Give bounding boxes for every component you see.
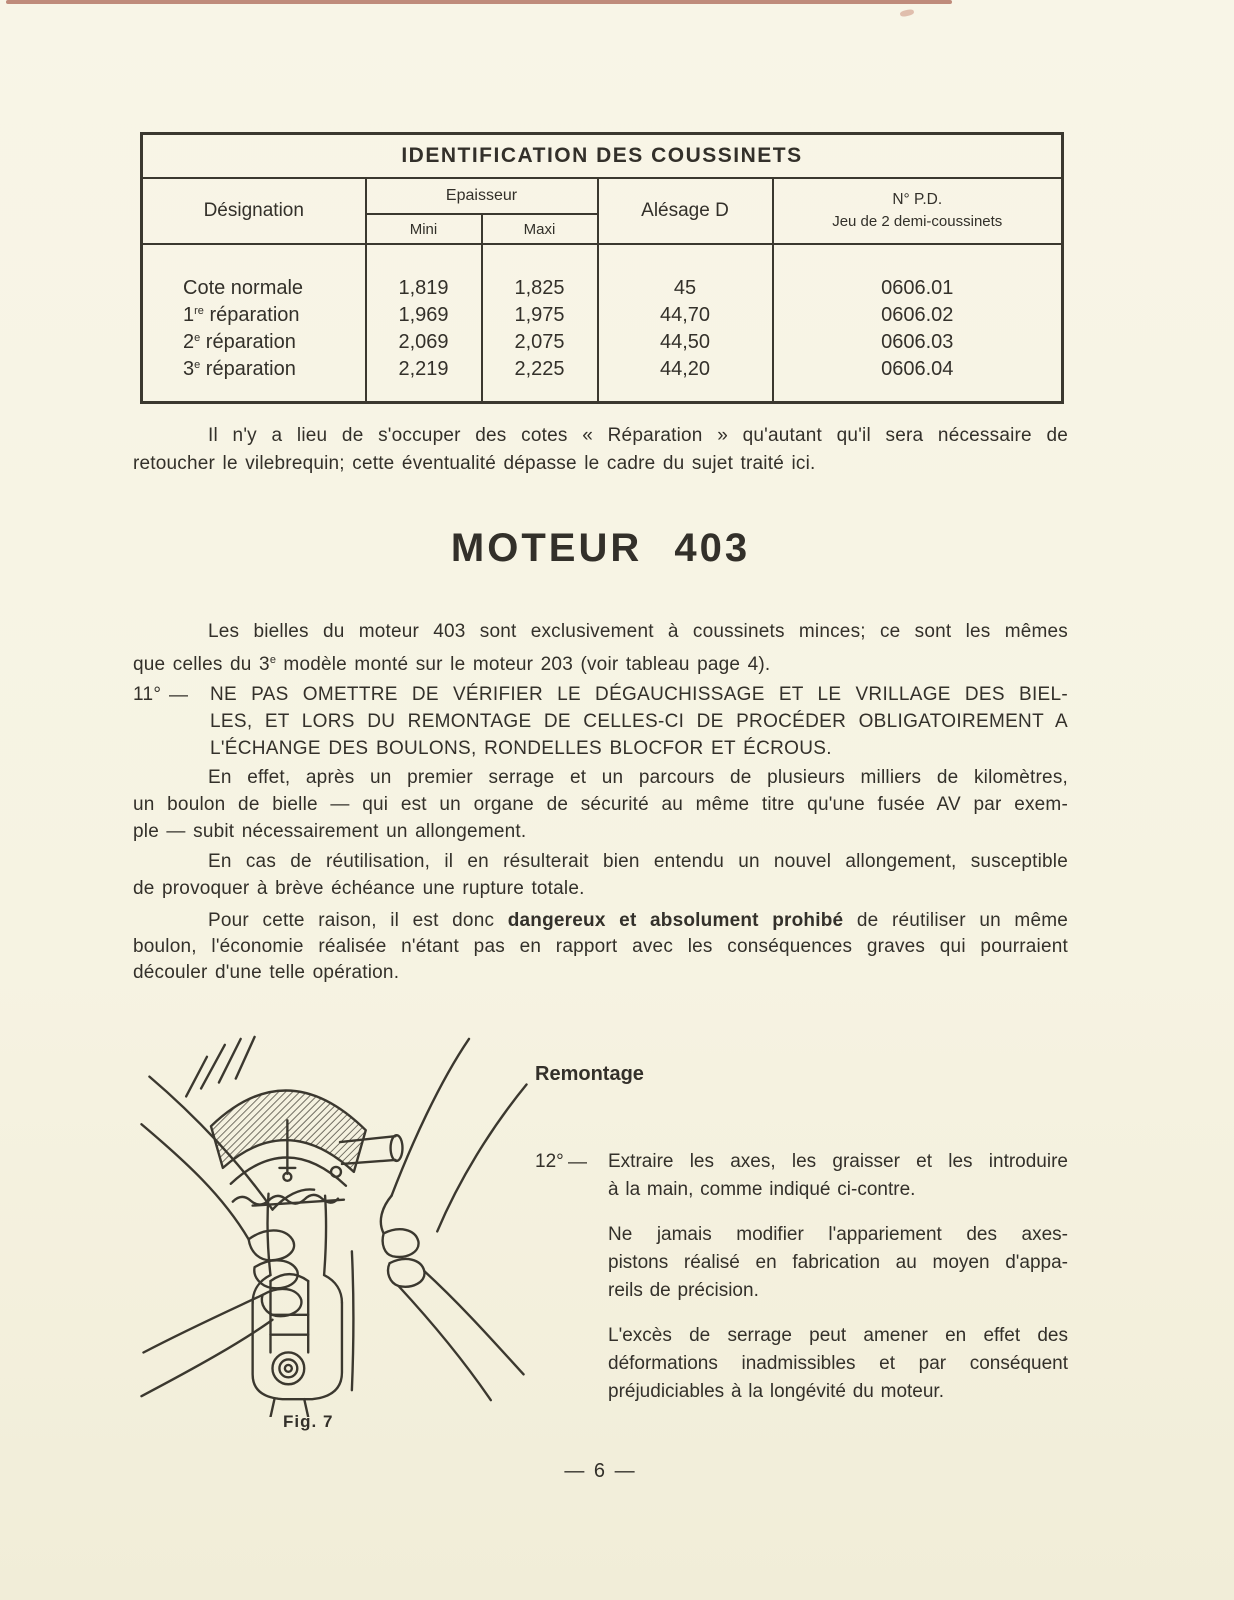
cell-pd: 0606.02 bbox=[881, 304, 954, 326]
text-line: Extraire les axes, les graisser et les introduire bbox=[608, 1151, 1068, 1172]
text-line: de provoquer à brève échéance une rupture totale. bbox=[133, 878, 585, 899]
text-line: à la main, comme indiqué ci-contre. bbox=[608, 1179, 916, 1200]
paragraph-intro bbox=[133, 422, 1068, 478]
table-title: IDENTIFICATION DES COUSSINETS bbox=[142, 134, 1063, 179]
table-row bbox=[142, 329, 1063, 356]
designation-sup: e bbox=[194, 359, 201, 371]
numbered-item-12 bbox=[535, 1148, 1068, 1406]
cell-alesage: 44,50 bbox=[598, 329, 773, 356]
cell-maxi: 2,075 bbox=[482, 329, 598, 356]
text-line: ple — subit nécessairement un allongement. bbox=[133, 821, 527, 842]
col-header-pd bbox=[773, 178, 1063, 244]
text-run: de réutiliser un même bbox=[843, 910, 1069, 931]
text-line: NE PAS OMETTRE DE VÉRIFIER LE DÉGAUCHISSAGE ET LE VRILLAGE DES BIEL- bbox=[210, 684, 1068, 705]
text-line: En cas de réutilisation, il en résulterait bien entendu un nouvel allongement, susceptible bbox=[208, 851, 1068, 872]
designation-rest: réparation bbox=[203, 304, 300, 326]
remontage-heading: Remontage bbox=[535, 1063, 644, 1085]
col-header-pd-line1: N° P.D. bbox=[892, 191, 943, 208]
text-line: découler d'une telle opération. bbox=[133, 962, 400, 983]
cell-designation bbox=[142, 244, 366, 302]
piston-hands-drawing bbox=[140, 1025, 530, 1417]
page-number: — 6 — bbox=[564, 1460, 637, 1482]
col-header-alesage: Alésage D bbox=[598, 178, 773, 244]
item-dash: — bbox=[169, 685, 189, 706]
text-line: boulon, l'économie réalisée n'étant pas en rapport avec les conséquences graves qui pourraient bbox=[133, 936, 1068, 957]
text-run: que celles du 3 bbox=[133, 654, 270, 675]
coussinets-table bbox=[140, 132, 1064, 404]
table-row bbox=[142, 302, 1063, 329]
col-header-mini: Mini bbox=[366, 214, 482, 244]
cell-mini: 2,069 bbox=[366, 329, 482, 356]
designation-text: 2 bbox=[183, 331, 195, 353]
designation-sup: e bbox=[194, 332, 201, 344]
item-number: 11° bbox=[133, 684, 162, 705]
text-line: Les bielles du moteur 403 sont exclusivement à coussinets minces; ce sont les mêmes bbox=[208, 621, 1068, 642]
figure-7-piston-assembly-illustration bbox=[140, 1025, 530, 1417]
cell-alesage: 44,70 bbox=[598, 302, 773, 329]
text-line: retoucher le vilebrequin; cette éventualité dépasse le cadre du sujet traité ici. bbox=[133, 453, 816, 474]
coussinets-table-wrapper bbox=[140, 132, 1064, 404]
cell-pd: 0606.04 bbox=[881, 358, 954, 380]
designation-rest: réparation bbox=[200, 358, 296, 380]
scan-edge-artifact bbox=[6, 0, 952, 4]
col-header-maxi: Maxi bbox=[482, 214, 598, 244]
cell-pd: 0606.03 bbox=[881, 331, 954, 353]
designation-text: Cote normale bbox=[183, 277, 304, 299]
remontage-column bbox=[535, 1060, 1068, 1423]
col-header-pd-line2: Jeu de 2 demi-coussinets bbox=[832, 213, 1003, 230]
col-header-epaisseur: Epaisseur bbox=[366, 178, 598, 214]
cell-mini: 1,819 bbox=[366, 244, 482, 302]
cell-designation bbox=[142, 329, 366, 356]
designation-sup: re bbox=[194, 305, 204, 317]
table-row bbox=[142, 356, 1063, 403]
paragraph-cas bbox=[133, 848, 1068, 902]
text-line: En effet, après un premier serrage et un parcours de plusieurs milliers de kilomètres, bbox=[208, 767, 1068, 788]
item-dash: — bbox=[568, 1152, 587, 1173]
numbered-item-11 bbox=[133, 681, 1068, 762]
text-line: L'ÉCHANGE DES BOULONS, RONDELLES BLOCFOR ET ÉCROUS. bbox=[210, 738, 832, 759]
cell-maxi: 2,225 bbox=[482, 356, 598, 403]
paragraph-exces-serrage bbox=[608, 1322, 1068, 1406]
cell-pd: 0606.01 bbox=[881, 277, 954, 299]
text-line bbox=[133, 646, 1068, 679]
cell-designation bbox=[142, 302, 366, 329]
superscript: e bbox=[269, 654, 276, 666]
paragraph-raison bbox=[133, 908, 1068, 986]
designation-text: 3 bbox=[183, 358, 195, 380]
cell-designation bbox=[142, 356, 366, 403]
designation-text: 1 bbox=[183, 304, 195, 326]
text-run: Pour cette raison, il est donc bbox=[208, 910, 508, 931]
text-line: LES, ET LORS DU REMONTAGE DE CELLES-CI DE PROCÉDER OBLIGATOIREMENT A bbox=[210, 711, 1068, 732]
col-header-designation: Désignation bbox=[142, 178, 366, 244]
designation-rest: réparation bbox=[200, 331, 296, 353]
text-line: reils de précision. bbox=[608, 1280, 759, 1301]
paragraph-bielles bbox=[133, 618, 1068, 679]
cell-mini: 1,969 bbox=[366, 302, 482, 329]
cell-alesage: 45 bbox=[598, 244, 773, 302]
text-line: Il n'y a lieu de s'occuper des cotes « Réparation » qu'autant qu'il sera nécessaire de bbox=[208, 425, 1068, 446]
paragraph-effet bbox=[133, 764, 1068, 845]
item-body bbox=[133, 681, 1068, 762]
cell-maxi: 1,825 bbox=[482, 244, 598, 302]
bold-warning-text: dangereux et absolument prohibé bbox=[507, 910, 844, 931]
section-heading-moteur-403: MOTEUR 403 bbox=[450, 526, 751, 570]
figure-caption: Fig. 7 bbox=[283, 1412, 334, 1431]
text-line: pistons réalisé en fabrication au moyen d'appa- bbox=[608, 1252, 1068, 1273]
text-line: Ne jamais modifier l'appariement des axes- bbox=[608, 1224, 1068, 1245]
text-line bbox=[133, 908, 1068, 934]
text-line: préjudiciables à la longévité du moteur. bbox=[608, 1381, 944, 1402]
item-number: 12° bbox=[535, 1151, 564, 1172]
table-row bbox=[142, 244, 1063, 302]
text-line: un boulon de bielle — qui est un organe de sécurité au même titre qu'une fusée AV par exem- bbox=[133, 794, 1068, 815]
paragraph-extraire bbox=[608, 1148, 1068, 1204]
cell-mini: 2,219 bbox=[366, 356, 482, 403]
text-line: déformations inadmissibles et par conséquent bbox=[608, 1353, 1068, 1374]
item-body bbox=[535, 1148, 1068, 1406]
scan-smudge-artifact bbox=[900, 9, 915, 18]
text-line: L'excès de serrage peut amener en effet des bbox=[608, 1325, 1068, 1346]
cell-maxi: 1,975 bbox=[482, 302, 598, 329]
paragraph-appariement bbox=[608, 1221, 1068, 1305]
cell-alesage: 44,20 bbox=[598, 356, 773, 403]
text-run: modèle monté sur le moteur 203 (voir tableau page 4). bbox=[275, 654, 771, 675]
